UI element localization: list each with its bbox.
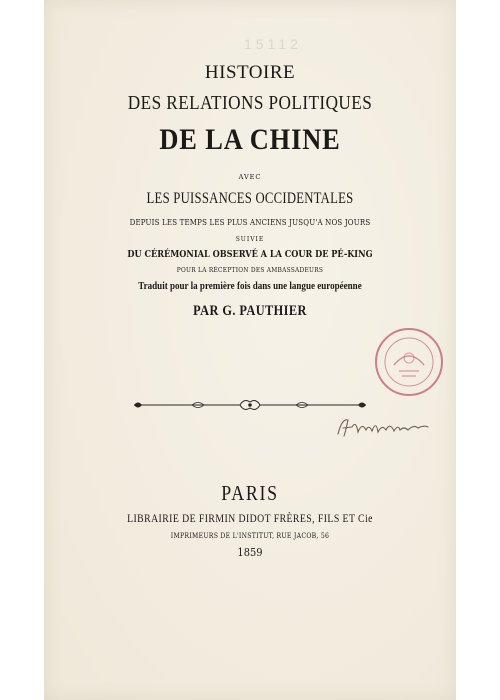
title-chine: DE LA CHINE	[159, 123, 341, 156]
title-histoire: HISTOIRE	[204, 62, 296, 83]
publisher-line: LIBRAIRIE DE FIRMIN DIDOT FRÈRES, FILS ET Cie	[127, 513, 373, 525]
title-relations: DES RELATIONS POLITIQUES	[127, 92, 373, 114]
subtitle-avec: AVEC	[238, 173, 262, 181]
subtitle-ceremonial: DU CÉRÉMONIAL OBSERVÉ A LA COUR DE PÉ-KING	[127, 249, 373, 260]
place-of-publication: PARIS	[221, 481, 279, 505]
publication-year: 1859	[237, 546, 263, 559]
title-page	[44, 0, 456, 700]
subtitle-suivie: SUIVIE	[235, 236, 265, 243]
printer-line: IMPRIMEURS DE L'INSTITUT, RUE JACOB, 56	[170, 532, 330, 540]
ornamental-rule-icon	[132, 396, 368, 414]
handwritten-signature-icon	[334, 412, 434, 442]
subtitle-puissances: LES PUISSANCES OCCIDENTALES	[146, 190, 354, 207]
bleed-through-text: 15112	[244, 36, 302, 52]
subtitle-pour: POUR LA RÉCEPTION DES AMBASSADEURS	[176, 266, 324, 274]
subtitle-depuis: DEPUIS LES TEMPS LES PLUS ANCIENS JUSQU'À NOS JOURS	[129, 218, 371, 227]
author-line: PAR G. PAUTHIER	[193, 303, 307, 319]
library-stamp-icon	[372, 325, 446, 399]
translation-note: Traduit pour la première fois dans une langue européenne	[138, 281, 362, 292]
